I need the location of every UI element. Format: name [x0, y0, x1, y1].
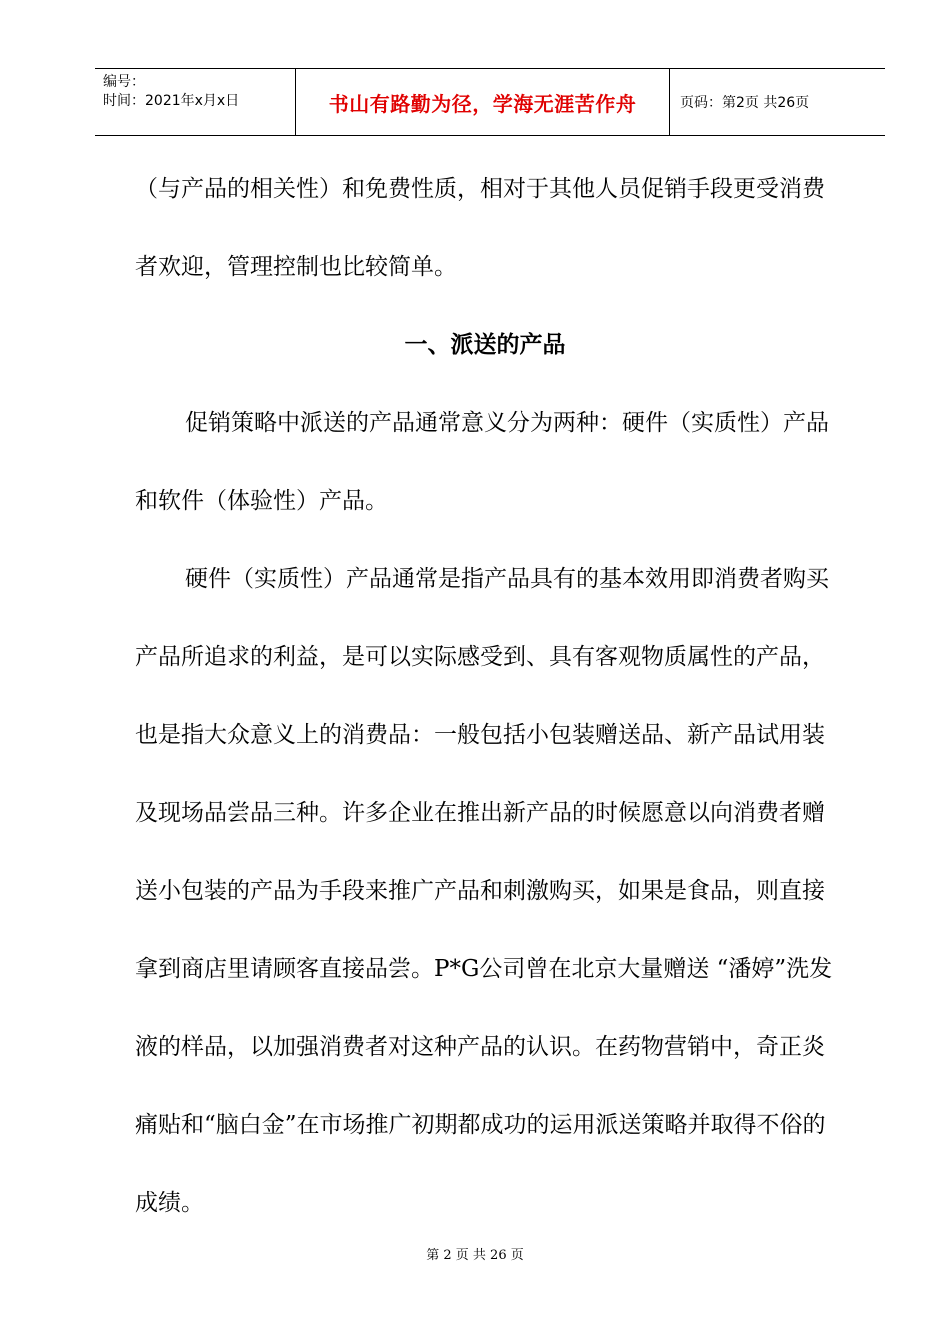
header-motto: 书山有路勤为径，学海无涯苦作舟	[328, 91, 637, 116]
document-number-label: 编号：	[103, 74, 145, 90]
header-page-number: 页码：第2页 共26页	[680, 95, 810, 111]
page-footer: 第 2 页 共 26 页	[426, 1248, 524, 1263]
paragraph-continued: （与产品的相关性）和免费性质，相对于其他人员促销手段更受消费者欢迎，管理控制也比较简单。	[135, 176, 825, 280]
header-motto-cell	[296, 69, 670, 135]
document-body	[135, 150, 835, 1242]
page-header	[95, 68, 885, 136]
document-time-label: 时间：2021年x月x日	[103, 93, 240, 109]
paragraph: 硬件（实质性）产品通常是指产品具有的基本效用即消费者购买产品所追求的利益，是可以实际感受到、具有客观物质属性的产品，也是指大众意义上的消费品：一般包括小包装赠送品、新产品试用装及现场品尝品三种。许多企业在推出新产品的时候愿意以向消费者赠送小包装的产品为手段来推广产品和刺激购买，如果是食品，则直接拿到商店里请顾客直接品尝。P*G公司曾在北京大量赠送 “潘婷”洗发液的样品，以加强消费者对这种产品的认识。在药物营销中，奇正炎痛贴和“脑白金”在市场推广初期都成功的运用派送策略并取得不俗的成绩。	[135, 566, 833, 1216]
section-heading: 一、派送的产品	[404, 331, 566, 358]
header-meta	[95, 69, 296, 135]
header-page-cell	[670, 69, 885, 135]
paragraph: 促销策略中派送的产品通常意义分为两种：硬件（实质性）产品和软件（体验性）产品。	[135, 410, 829, 514]
